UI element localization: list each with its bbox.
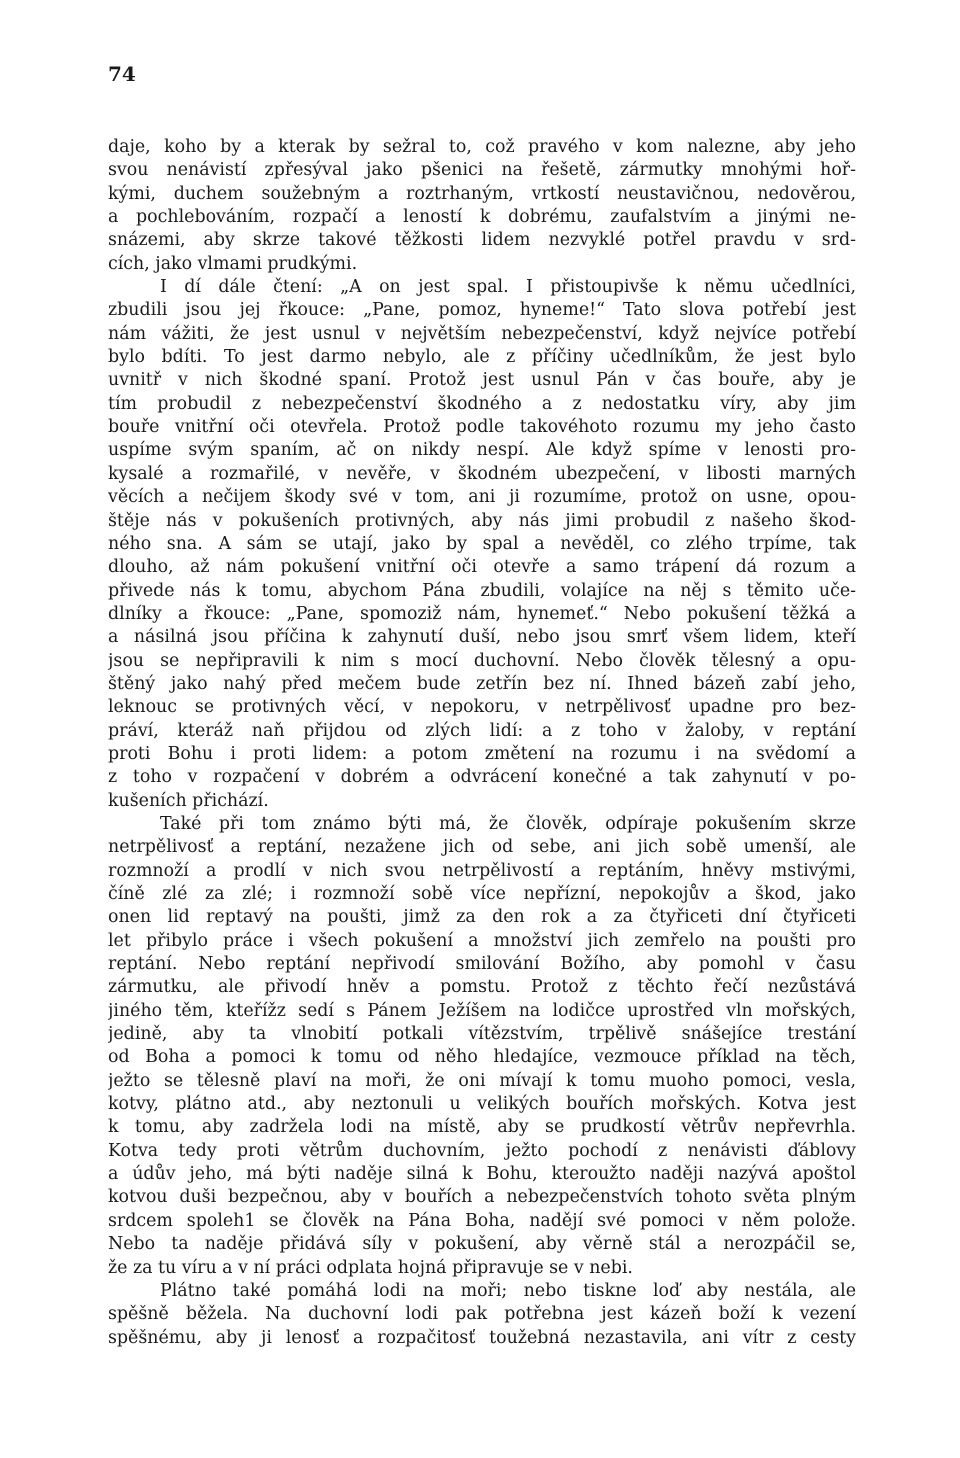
text-line: a údův jeho, má býti naděje silná k Bohu, kteroužto naději nazývá apoštol xyxy=(108,1164,856,1185)
text-line: cích, jako vlmami prudkými. xyxy=(108,253,358,274)
text-line: že za tu víru a v ní práci odplata hojná připravuje se v nebi. xyxy=(108,1257,633,1278)
text-line: Kotva tedy proti větrům duchovním, ježto pochodí z nenávisti ďáblovy xyxy=(108,1140,856,1161)
text-line: ježto se tělesně plaví na moři, že oni mívají k tomu muoho pomoci, vesla, xyxy=(108,1070,856,1091)
text-line: k tomu, aby zadržela lodi na místě, aby se prudkostí větrův nepřevrhla. xyxy=(108,1117,856,1138)
text-line: štěje nás v pokušeních protivných, aby nás jimi probudil z našeho škod- xyxy=(108,510,856,531)
text-line: dlníky a řkouce: „Pane, spomoziž nám, hynemeť.“ Nebo pokušení těžká a xyxy=(108,603,856,624)
text-line: spěšnému, aby ji lenosť a rozpačitosť toužebná nezastavila, ani vítr z cesty xyxy=(108,1327,856,1348)
text-line: I dí dále čtení: „A on jest spal. I přistoupivše k němu učedlníci, xyxy=(160,277,856,298)
text-line: Plátno také pomáhá lodi na moři; nebo tiskne loď aby nestála, ale xyxy=(160,1280,856,1301)
text-line: jiného těm, kteřížz sedí s Pánem Ježíšem na lodičce uprostřed vln mořských, xyxy=(108,1000,856,1021)
text-line: dlouho, až nám pokušení vnitřní oči otevře a samo trápení dá rozum a xyxy=(108,557,856,578)
body-text xyxy=(108,136,856,1350)
text-line: bylo bdíti. To jest darmo nebylo, ale z příčiny učedlníkům, že jest bylo xyxy=(108,347,856,368)
text-line: Nebo ta naděje přidává síly v pokušení, aby věrně stál a nerozpáčil se, xyxy=(108,1234,856,1255)
text-line: od Boha a pomoci k tomu od něho hledajíce, vezmouce příklad na těch, xyxy=(108,1047,856,1068)
text-line: kotvou duši bezpečnou, aby v bouřích a nebezpečenstvích tohoto světa plným xyxy=(108,1187,856,1208)
text-line: a pochlebováním, rozpačí a leností k dobrému, zaufalstvím a jinými ne- xyxy=(108,207,856,228)
text-line: kými, duchem soužebným a roztrhaným, vrtkostí neustavičnou, nedověrou, xyxy=(108,183,856,204)
text-line: jsou se nepřipravili k nim s mocí duchovní. Nebo člověk tělesný a opu- xyxy=(108,650,856,671)
page-number: 74 xyxy=(108,62,136,86)
text-line: nám vážiti, že jest usnul v největším nebezpečenství, když nejvíce potřebí xyxy=(108,323,856,344)
text-line: daje, koho by a kterak by sežral to, což pravého v kom nalezne, aby jeho xyxy=(108,137,856,157)
text-line: let přibylo práce i všech pokušení a množství jich zemřelo na poušti pro xyxy=(108,930,856,951)
text-line: uspíme svým spaním, ač on nikdy nespí. Ale když spíme v lenosti pro- xyxy=(108,440,856,461)
text-line: kotvy, plátno atd., aby neztonuli u velikých bouřích mořských. Kotva jest xyxy=(108,1094,856,1115)
text-line: kušeních přichází. xyxy=(108,790,269,811)
text-line: rozmnoží a prodlí v nich svou netrpělivostí a reptáním, hněvy mstivými, xyxy=(108,860,856,881)
text-line: bouře vnitřní oči otevřela. Protož podle takovéhoto rozumu my jeho často xyxy=(108,417,856,438)
text-line: práví, kteráž naň přijdou od zlých lidí: a z toho v žaloby, v reptání xyxy=(108,720,856,741)
text-line: Také při tom známo býti má, že člověk, odpíraje pokušením skrze xyxy=(160,813,856,834)
text-line: věcích a nečijem škody své v tom, ani ji rozumíme, protož on usne, opou- xyxy=(108,487,856,508)
text-line: zbudili jsou jej řkouce: „Pane, pomoz, hyneme!“ Tato slova potřebí jest xyxy=(108,300,856,321)
text-line: tím probudil z nebezpečenství škodného a z nedostatku víry, aby jim xyxy=(108,393,856,414)
text-line: netrpělivosť a reptání, nezažene jich od sebe, ani jich sobě umenší, ale xyxy=(108,837,856,858)
text-line: spěšně běžela. Na duchovní lodi pak potřebna jest kázeň boží k vezení xyxy=(108,1304,856,1325)
text-line: jedině, aby ta vlnobití potkali vítězstvím, trpělivě snášejíce trestání xyxy=(108,1024,856,1045)
text-line: štěný jako nahý před mečem bude zetřín bez ní. Ihned bázeň zabí jeho, xyxy=(108,673,856,694)
document-page xyxy=(108,62,856,1350)
text-line: zármutku, ale přivodí hněv a pomstu. Protož z těchto řečí nezůstává xyxy=(108,977,856,998)
text-line: číně zlé za zlé; i rozmnoží sobě více nepřízní, nepokojův a škod, jako xyxy=(108,884,856,904)
text-line: srdcem spoleh1 se člověk na Pána Boha, nadějí své pomoci v něm polože. xyxy=(108,1210,856,1231)
text-line: přivede nás k tomu, abychom Pána zbudili, volajíce na něj s těmito uče- xyxy=(108,580,856,601)
text-line: z toho v rozpačení v dobrém a odvrácení konečné a tak zahynutí v po- xyxy=(108,767,856,788)
text-line: a násilná jsou příčina k zahynutí duší, nebo jsou smrť všem lidem, kteří xyxy=(108,627,856,648)
text-line: kysalé a rozmařilé, v nevěře, v škodném ubezpečení, v libosti marných xyxy=(108,463,856,484)
text-line: svou nenávistí zpřesýval jako pšenici na řešetě, zármutky mnohými hoř- xyxy=(108,160,856,181)
text-line: uvnitř v nich škodné spaní. Protož jest usnul Pán v čas bouře, aby je xyxy=(108,370,856,391)
text-line: leknouc se protivných věcí, v nepokoru, v netrpělivosť upadne pro bez- xyxy=(108,697,856,718)
text-line: ného sna. A sám se utají, jako by spal a nevěděl, co zlého trpíme, tak xyxy=(108,533,856,554)
text-line: onen lid reptavý na poušti, jimž za den rok a za čtyřiceti dní čtyřiceti xyxy=(108,907,856,928)
text-line: reptání. Nebo reptání nepřivodí smilování Božího, aby pomohl v času xyxy=(108,954,856,975)
text-line: proti Bohu i proti lidem: a potom změtení na rozumu i na svědomí a xyxy=(108,743,856,764)
text-line: snázemi, aby skrze takové těžkosti lidem nezvyklé potřel pravdu v srd- xyxy=(108,230,856,251)
